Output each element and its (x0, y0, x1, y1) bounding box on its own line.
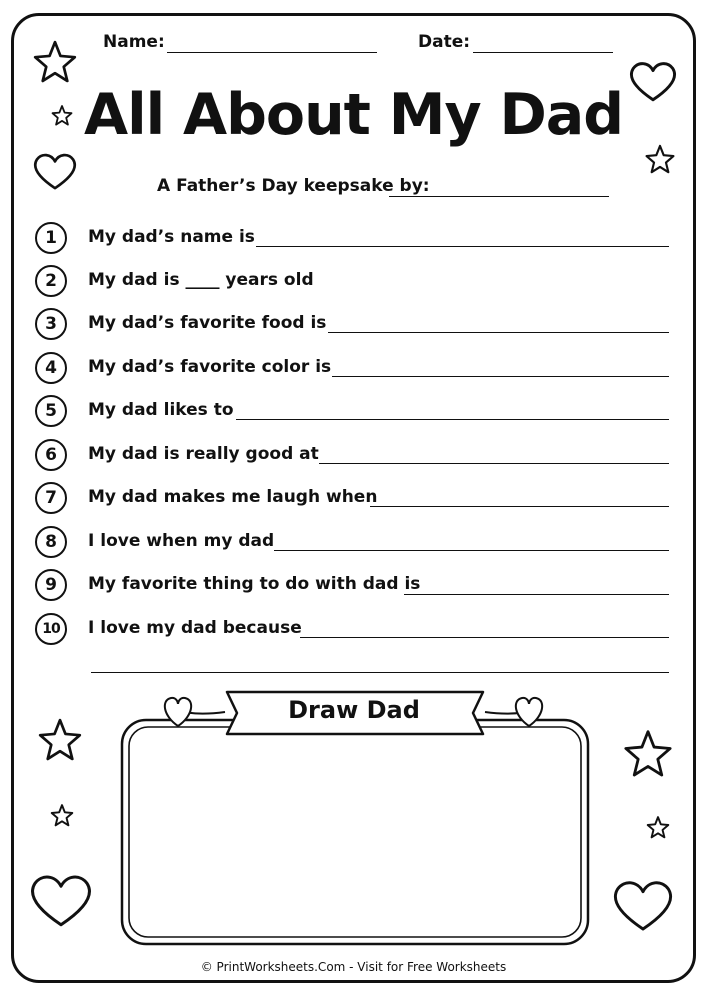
star-icon (30, 38, 80, 88)
star-icon (620, 727, 676, 783)
heart-icon (611, 875, 675, 935)
heart-icon (32, 150, 78, 192)
answer-line[interactable] (236, 419, 669, 420)
star-icon (645, 815, 671, 841)
question-text: My dad likes to (88, 400, 234, 420)
keepsake-name-line[interactable] (389, 196, 609, 197)
question-number: 3 (35, 308, 67, 340)
date-line[interactable] (473, 52, 613, 53)
name-label: Name: (103, 32, 165, 52)
answer-line[interactable] (300, 637, 669, 638)
page-title: All About My Dad (83, 82, 624, 148)
draw-dad-banner: Draw Dad (288, 696, 420, 724)
answer-line[interactable] (328, 332, 669, 333)
footer-credit: © PrintWorksheets.Com - Visit for Free Worksheets (200, 960, 507, 974)
star-icon (35, 716, 85, 766)
question-text: My dad is ____ years old (88, 270, 314, 290)
question-number: 8 (35, 526, 67, 558)
subtitle: A Father’s Day keepsake by: (157, 176, 430, 196)
question-number: 6 (35, 439, 67, 471)
name-line[interactable] (167, 52, 377, 53)
question-text: My dad is really good at (88, 444, 319, 464)
question-text: I love when my dad (88, 531, 275, 551)
question-text: I love my dad because (88, 618, 302, 638)
answer-line[interactable] (404, 594, 669, 595)
answer-line[interactable] (274, 550, 669, 551)
star-icon (49, 803, 75, 829)
question-number: 9 (35, 569, 67, 601)
question-text: My favorite thing to do with dad is (88, 574, 421, 594)
star-icon (50, 104, 74, 128)
question-number: 7 (35, 482, 67, 514)
question-text: My dad’s favorite food is (88, 313, 327, 333)
question-number: 5 (35, 395, 67, 427)
answer-line[interactable] (256, 246, 669, 247)
answer-line-extra[interactable] (91, 672, 669, 673)
star-icon (643, 143, 677, 177)
question-number: 2 (35, 265, 67, 297)
question-text: My dad’s name is (88, 227, 255, 247)
question-number: 10 (35, 613, 67, 645)
answer-line[interactable] (319, 463, 669, 464)
date-label: Date: (418, 32, 471, 52)
question-number: 1 (35, 222, 67, 254)
question-text: My dad’s favorite color is (88, 357, 332, 377)
question-number: 4 (35, 352, 67, 384)
heart-icon (28, 868, 94, 932)
drawing-area[interactable] (130, 728, 578, 936)
answer-line[interactable] (370, 506, 669, 507)
question-text: My dad makes me laugh when (88, 487, 378, 507)
answer-line[interactable] (332, 376, 669, 377)
heart-icon (628, 58, 678, 104)
